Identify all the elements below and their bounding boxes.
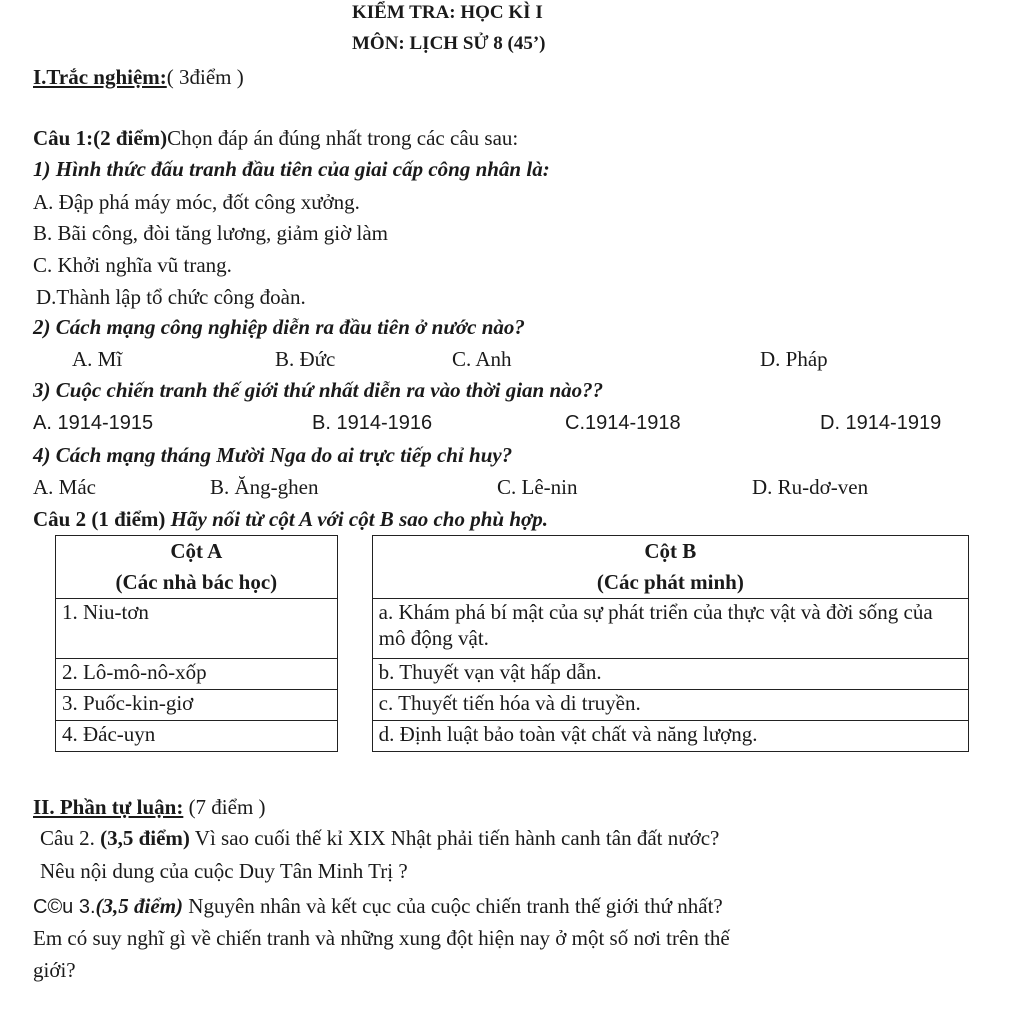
q1-item4-question: 4) Cách mạng tháng Mười Nga do ai trực tiếp chỉ huy? bbox=[33, 443, 513, 467]
q1-label: Câu 1:(2 điểm) bbox=[33, 126, 168, 150]
table-row bbox=[56, 690, 969, 721]
q1-item3-question: 3) Cuộc chiến tranh thế giới thứ nhất diễn ra vào thời gian nào?? bbox=[33, 378, 604, 402]
part2-heading bbox=[33, 794, 266, 820]
scientist-cell: 1. Niu-tơn bbox=[56, 599, 338, 659]
q1-item1-option-c: C. Khởi nghĩa vũ trang. bbox=[33, 253, 232, 277]
invention-cell: c. Thuyết tiến hóa và di truyền. bbox=[372, 690, 968, 721]
part1-points: ( 3điểm ) bbox=[166, 65, 244, 89]
q1-item4-option-a: A. Mác bbox=[33, 475, 96, 499]
matching-table bbox=[55, 535, 969, 752]
column-gap bbox=[337, 659, 372, 690]
q1-item1-option-d: D.Thành lập tổ chức công đoàn. bbox=[36, 285, 306, 309]
scientist-cell: 2. Lô-mô-nô-xốp bbox=[56, 659, 338, 690]
q1-instruction: Chọn đáp án đúng nhất trong các câu sau: bbox=[167, 126, 519, 150]
table-row bbox=[56, 721, 969, 752]
part2-points: (7 điểm ) bbox=[188, 795, 266, 819]
essay-q3-label: C©u 3. bbox=[33, 896, 96, 918]
essay-q2-line2: Nêu nội dung của cuộc Duy Tân Minh Trị ? bbox=[40, 859, 408, 883]
q1-item4-option-d: D. Ru-dơ-ven bbox=[752, 475, 869, 499]
essay-q3-points: (3,5 điểm) bbox=[95, 894, 184, 918]
part1-heading bbox=[33, 64, 244, 90]
column-gap bbox=[337, 599, 372, 659]
q1-item3-option-c: C.1914-1918 bbox=[565, 412, 681, 434]
q1-header bbox=[33, 125, 518, 151]
table-row bbox=[56, 599, 969, 659]
part2-title: II. Phần tự luận: bbox=[33, 795, 184, 819]
q1-item2-option-a: A. Mĩ bbox=[72, 347, 123, 371]
q1-item1-option-b: B. Bãi công, đòi tăng lương, giảm giờ làm bbox=[33, 221, 388, 245]
column-gap bbox=[337, 690, 372, 721]
q1-item1-question: 1) Hình thức đấu tranh đầu tiên của giai cấp công nhân là: bbox=[33, 157, 550, 181]
q2-label: Câu 2 (1 điểm) bbox=[33, 507, 166, 531]
invention-cell: b. Thuyết vạn vật hấp dẫn. bbox=[372, 659, 968, 690]
essay-q2-line1 bbox=[40, 825, 719, 851]
q1-item4-option-c: C. Lê-nin bbox=[497, 475, 578, 499]
essay-q3-line3: giới? bbox=[33, 958, 76, 982]
table-row bbox=[56, 659, 969, 690]
invention-cell: d. Định luật bảo toàn vật chất và năng lượng. bbox=[372, 721, 968, 752]
q1-item2-question: 2) Cách mạng công nghiệp diễn ra đầu tiên ở nước nào? bbox=[33, 315, 525, 339]
essay-q3-text1: Nguyên nhân và kết cục của cuộc chiến tranh thế giới thứ nhất? bbox=[183, 894, 723, 918]
q1-item2-option-c: C. Anh bbox=[452, 347, 512, 371]
column-gap bbox=[337, 721, 372, 752]
essay-q3-line2: Em có suy nghĩ gì về chiến tranh và những xung đột hiện nay ở một số nơi trên thế bbox=[33, 926, 730, 950]
essay-q2-label: Câu 2. bbox=[40, 826, 101, 850]
q1-item4-option-b: B. Ăng-ghen bbox=[210, 475, 319, 499]
col-b-title: Cột B bbox=[644, 539, 697, 563]
invention-cell: a. Khám phá bí mật của sự phát triển của thực vật và đời sống của mô động vật. bbox=[372, 599, 968, 659]
q1-item2-option-d: D. Pháp bbox=[760, 347, 828, 371]
column-gap bbox=[337, 536, 372, 599]
col-a-title: Cột A bbox=[170, 539, 223, 563]
scientist-cell: 4. Đác-uyn bbox=[56, 721, 338, 752]
essay-q3-line1 bbox=[33, 893, 723, 920]
exam-title: KIỂM TRA: HỌC KÌ I bbox=[352, 2, 543, 23]
q1-item2-option-b: B. Đức bbox=[275, 347, 336, 371]
part1-title: I.Trắc nghiệm: bbox=[33, 65, 167, 89]
col-a-header bbox=[56, 536, 338, 599]
q1-item3-option-d: D. 1914-1919 bbox=[820, 412, 942, 434]
scientist-cell: 3. Puốc-kin-giơ bbox=[56, 690, 338, 721]
col-a-subtitle: (Các nhà bác học) bbox=[115, 570, 278, 594]
q2-header bbox=[33, 506, 548, 532]
essay-q2-points: (3,5 điểm) bbox=[100, 826, 190, 850]
q2-instruction: Hãy nối từ cột A với cột B sao cho phù hợp. bbox=[170, 507, 549, 531]
q1-item3-option-b: B. 1914-1916 bbox=[312, 412, 433, 434]
col-b-subtitle: (Các phát minh) bbox=[596, 570, 744, 594]
essay-q2-text1: Vì sao cuối thế kỉ XIX Nhật phải tiến hành canh tân đất nước? bbox=[189, 826, 720, 850]
exam-subject: MÔN: LỊCH SỬ 8 (45’) bbox=[352, 33, 546, 54]
q1-item1-option-a: A. Đập phá máy móc, đốt công xưởng. bbox=[33, 190, 360, 214]
matching-table-header bbox=[56, 536, 969, 599]
col-b-header bbox=[372, 536, 968, 599]
q1-item3-option-a: A. 1914-1915 bbox=[33, 412, 154, 434]
